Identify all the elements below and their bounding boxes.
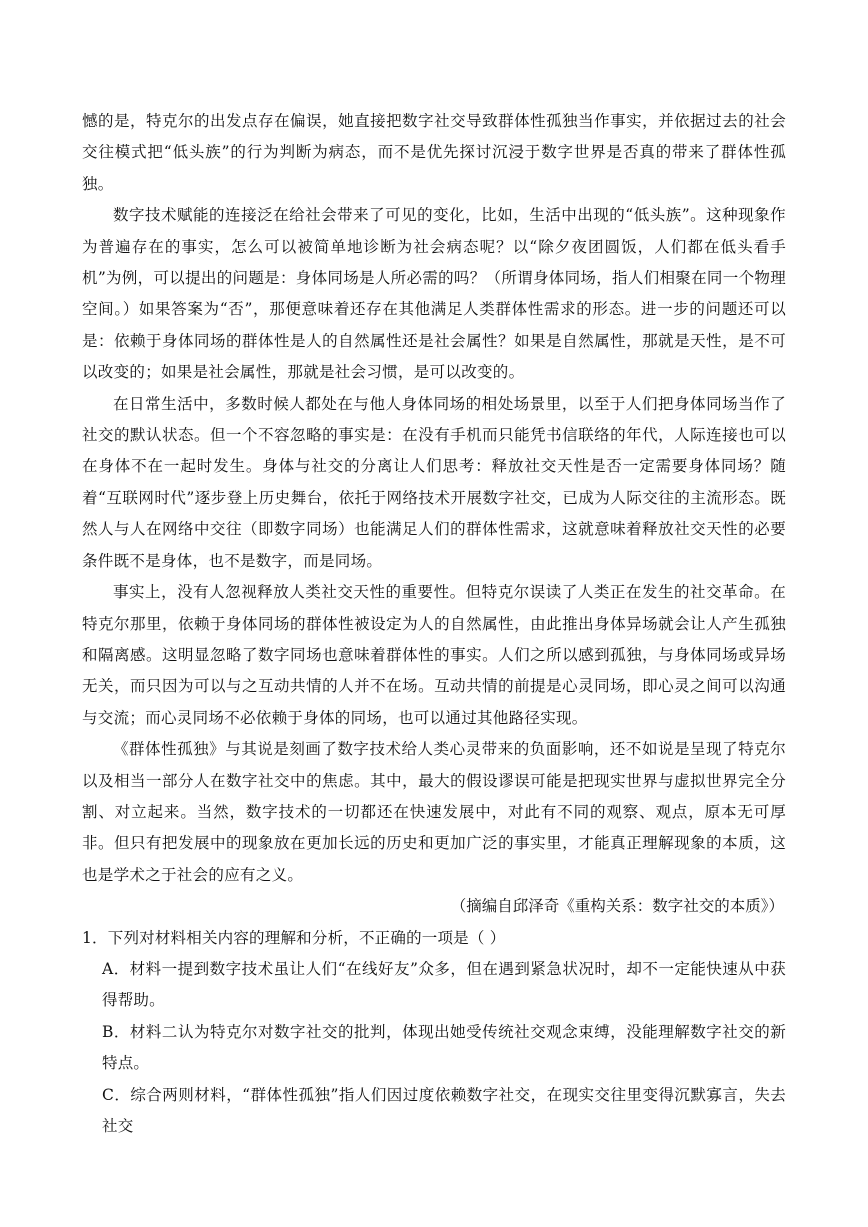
paragraph: 在日常生活中，多数时候人都处在与他人身体同场的相处场景里，以至于人们把身体同场当作了社交的默认状态。但一个不容忽略的事实是：在没有手机而只能凭书信联络的年代，人际连接也可以在身体不在一起时发生。身体与社交的分离让人们思考：释放社交天性是否一定需要身体同场？随着“互联网时代”逐步登上历史舞台，依托于网络技术开展数字社交，已成为人际交往的主流形态。既然人与人在网络中交往（即数字同场）也能满足人们的群体性需求，这就意味着释放社交天性的必要条件既不是身体，也不是数字，而是同场。 (82, 394, 786, 570)
document-page (82, 106, 786, 1142)
paragraph-continued: 憾的是，特克尔的出发点存在偏误，她直接把数字社交导致群体性孤独当作事实，并依据过去的社会交往模式把“低头族”的行为判断为病态，而不是优先探讨沉浸于数字世界是否真的带来了群体性孤独。 (82, 112, 786, 193)
question-stem: 1．下列对材料相关内容的理解和分析，不正确的一项是（ ） (82, 928, 506, 947)
question-block (82, 923, 786, 1143)
source-citation: （摘编自邱泽奇《重构关系：数字社交的本质》） (450, 897, 784, 916)
option-c: C．综合两则材料，“群体性孤独”指人们因过度依赖数字社交，在现实交往里变得沉默寡言，失去社交 (102, 1085, 786, 1135)
paragraph: 数字技术赋能的连接泛在给社会带来了可见的变化，比如，生活中出现的“低头族”。这种现象作为普遍存在的事实，怎么可以被简单地诊断为社会病态呢？以“除夕夜团圆饭，人们都在低头看手机”为例，可以提出的问题是：身体同场是人所必需的吗？（所谓身体同场，指人们相聚在同一个物理空间。）如果答案为“否”，那便意味着还存在其他满足人类群体性需求的形态。进一步的问题还可以是：依赖于身体同场的群体性是人的自然属性还是社会属性？如果是自然属性，那就是天性，是不可以改变的；如果是社会属性，那就是社会习惯，是可以改变的。 (82, 206, 786, 382)
option-b: B．材料二认为特克尔对数字社交的批判，体现出她受传统社交观念束缚，没能理解数字社交的新特点。 (102, 1022, 786, 1073)
paragraph: 《群体性孤独》与其说是刻画了数字技术给人类心灵带来的负面影响，还不如说是呈现了特克尔以及相当一部分人在数字社交中的焦虑。其中，最大的假设谬误可能是把现实世界与虚拟世界完全分割、对立起来。当然，数字技术的一切都还在快速发展中，对此有不同的观察、观点，原本无可厚非。但只有把发展中的现象放在更加长远的历史和更加广泛的事实里，才能真正理解现象的本质，这也是学术之于社会的应有之义。 (82, 740, 786, 884)
option-a: A．材料一提到数字技术虽让人们“在线好友”众多，但在遇到紧急状况时，却不一定能快速从中获得帮助。 (102, 959, 786, 1010)
paragraph: 事实上，没有人忽视释放人类社交天性的重要性。但特克尔误读了人类正在发生的社交革命。在特克尔那里，依赖于身体同场的群体性被设定为人的自然属性，由此推出身体异场就会让人产生孤独和隔离感。这明显忽略了数字同场也意味着群体性的事实。人们之所以感到孤独，与身体同场或异场无关，而只因为可以与之互动共情的人并不在场。互动共情的前提是心灵同场，即心灵之间可以沟通与交流；而心灵同场不必依赖于身体的同场，也可以通过其他路径实现。 (82, 583, 786, 727)
